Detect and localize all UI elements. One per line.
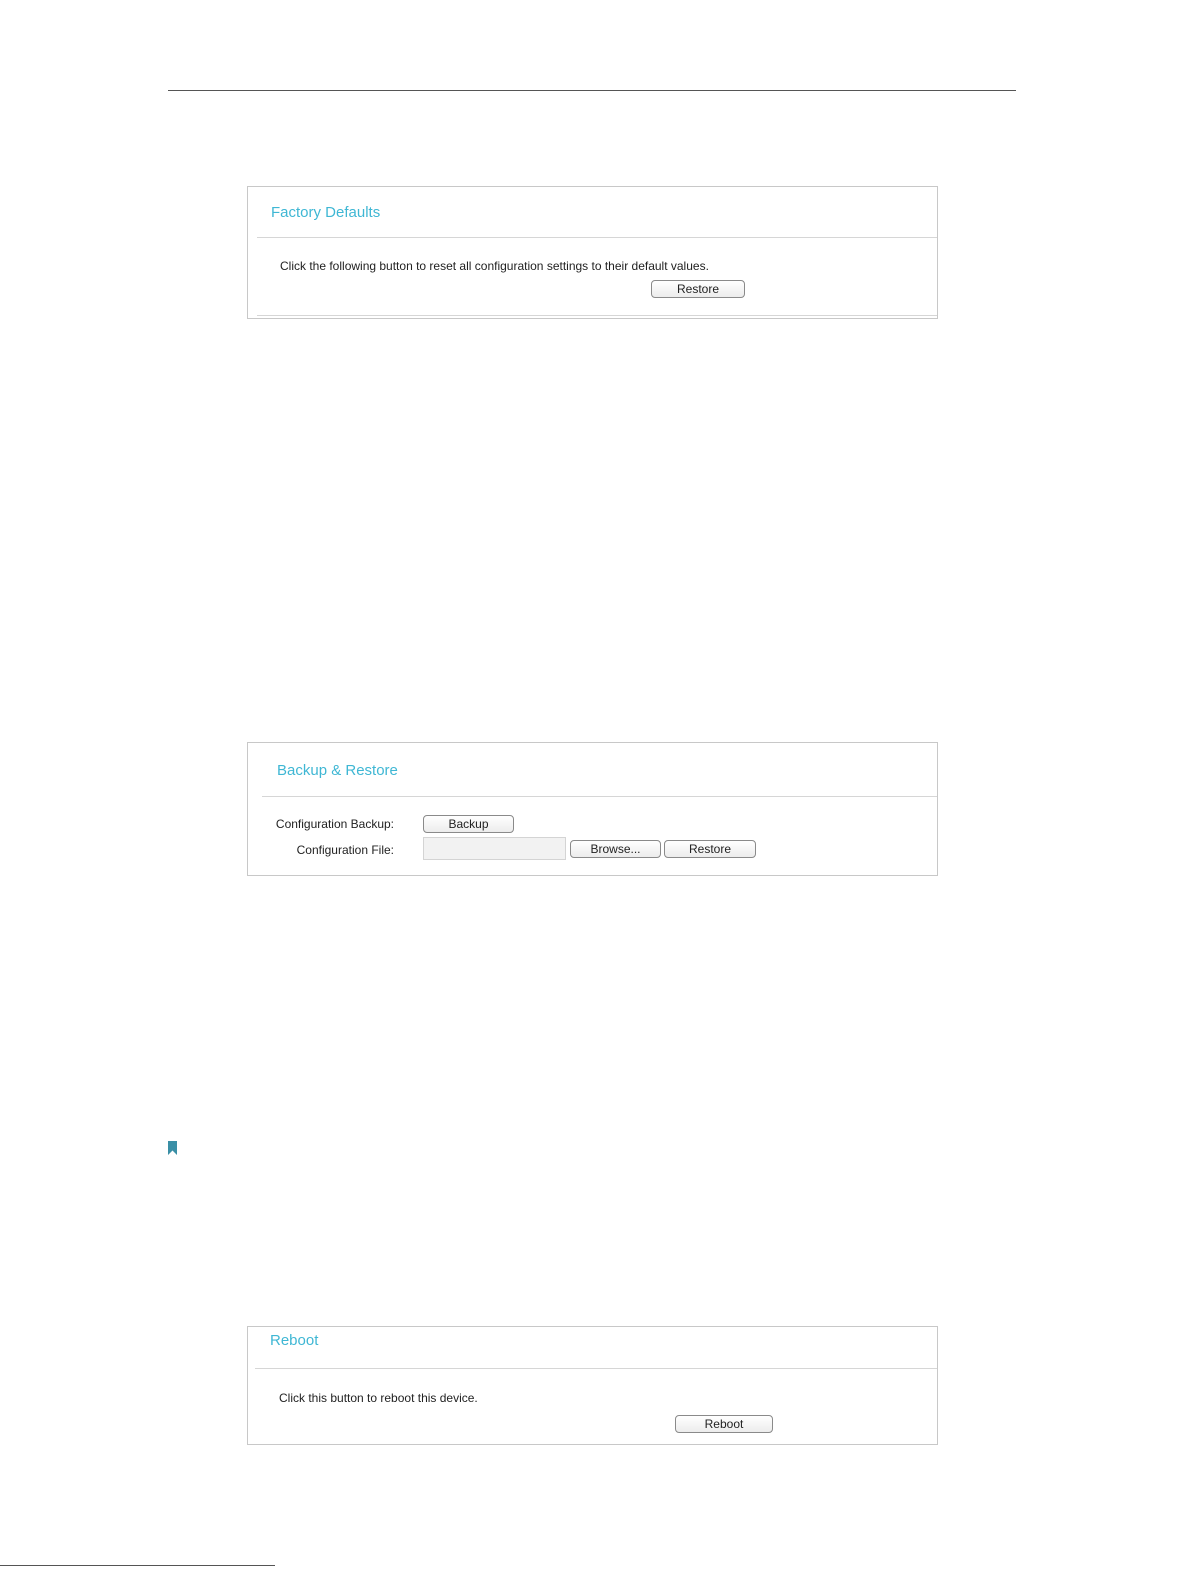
page-footer-rule	[0, 1565, 275, 1566]
backup-restore-title: Backup & Restore	[277, 762, 398, 779]
bookmark-icon	[168, 1141, 177, 1155]
config-file-label: Configuration File:	[296, 843, 394, 857]
reboot-description: Click this button to reboot this device.	[279, 1391, 478, 1405]
reboot-panel	[247, 1326, 938, 1445]
backup-restore-divider	[262, 796, 937, 797]
factory-defaults-description: Click the following button to reset all configuration settings to their default values.	[280, 259, 709, 273]
backup-restore-panel	[247, 742, 938, 876]
config-file-field[interactable]	[423, 837, 566, 860]
config-restore-button[interactable]: Restore	[664, 840, 756, 858]
factory-defaults-divider	[257, 237, 937, 238]
factory-restore-button[interactable]: Restore	[651, 280, 745, 298]
page-header-rule	[168, 90, 1016, 91]
config-backup-label: Configuration Backup:	[275, 817, 394, 831]
reboot-divider	[255, 1368, 937, 1369]
factory-defaults-title: Factory Defaults	[271, 204, 381, 221]
browse-button[interactable]: Browse...	[570, 840, 661, 858]
factory-defaults-bottom-divider	[257, 315, 937, 316]
factory-defaults-panel	[247, 186, 938, 319]
reboot-button[interactable]: Reboot	[675, 1415, 773, 1433]
backup-button[interactable]: Backup	[423, 815, 514, 833]
reboot-title: Reboot	[270, 1332, 319, 1349]
